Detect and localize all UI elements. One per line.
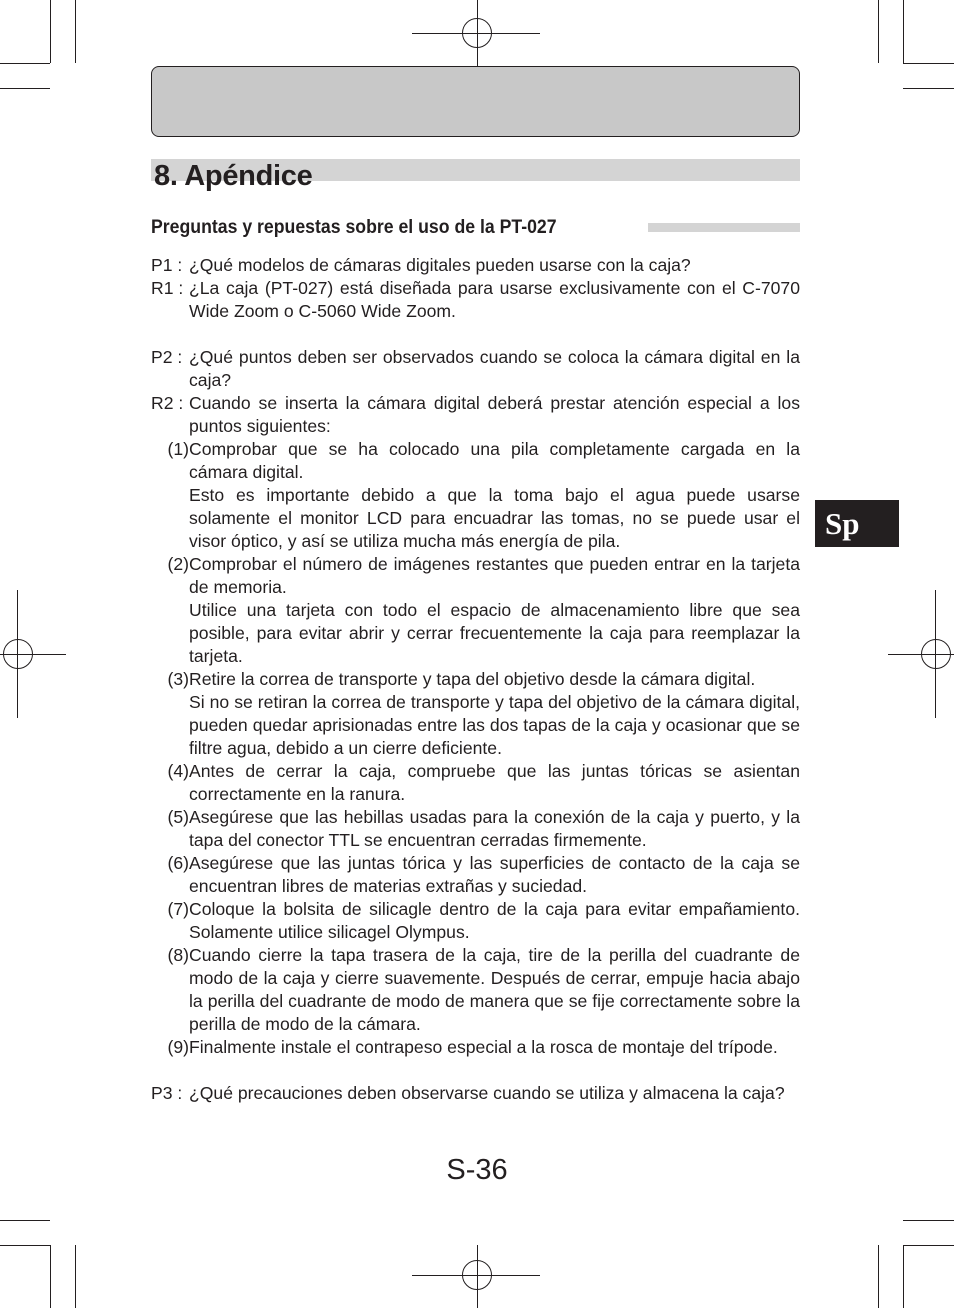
crop-mark	[0, 63, 50, 64]
subheading: Preguntas y repuestas sobre el uso de la PT-027	[151, 217, 557, 238]
item-number: (6)	[167, 853, 189, 873]
registration-target-icon	[3, 639, 33, 669]
crop-mark	[0, 1220, 50, 1221]
question-text: ¿Qué modelos de cámaras digitales pueden usarse con la caja?	[189, 255, 691, 275]
answer-label: R1 :	[151, 278, 184, 298]
crop-mark	[878, 1245, 879, 1308]
question-3	[151, 1082, 800, 1105]
answer-label: R2 :	[151, 393, 184, 413]
crop-mark	[50, 0, 51, 63]
item-text: Comprobar el número de imágenes restantes que pueden entrar en la tarjeta de memoria.	[189, 554, 800, 597]
list-item	[151, 806, 800, 852]
item-note: Esto es importante debido a que la toma bajo el agua puede usarse solamente el monitor LCD para encuadrar las tomas, no se puede usar el visor óptico, y así se utiliza mucha más energía de pila.	[189, 485, 800, 551]
item-note: Si no se retiran la correa de transporte y tapa del objetivo de la cámara digital, pueden quedar aprisionadas entre las dos tapas de la caja y ocasionar que se filtre agua, debido a un cierre deficiente.	[189, 692, 800, 758]
subheading-rule	[648, 223, 800, 232]
list-item	[151, 852, 800, 898]
answer-text: Cuando se inserta la cámara digital deberá prestar atención especial a los puntos siguientes:	[189, 393, 800, 436]
page-number: S-36	[446, 1154, 508, 1186]
crop-mark	[75, 0, 76, 63]
item-number: (5)	[167, 807, 189, 827]
question-label: P2 :	[151, 347, 183, 367]
crop-mark	[903, 1220, 954, 1221]
registration-target-icon	[462, 1260, 492, 1290]
registration-target-icon	[462, 18, 492, 48]
crop-mark	[903, 1245, 904, 1308]
item-text: Finalmente instale el contrapeso especial a la rosca de montaje del trípode.	[189, 1037, 778, 1057]
question-text: ¿Qué puntos deben ser observados cuando se coloca la cámara digital en la caja?	[189, 347, 800, 390]
crop-mark	[878, 0, 879, 63]
crop-mark	[0, 88, 50, 89]
list-item	[151, 668, 800, 760]
item-text: Asegúrese que las hebillas usadas para la conexión de la caja y puerto, y la tapa del conector TTL se encuentran cerradas firmemente.	[189, 807, 800, 850]
item-text: Asegúrese que las juntas tórica y las superficies de contacto de la caja se encuentran libres de materias extrañas y suciedad.	[189, 853, 800, 896]
crop-mark	[50, 1245, 51, 1308]
answer-1	[151, 277, 800, 323]
item-note: Utilice una tarjeta con todo el espacio de almacenamiento libre que sea posible, para evitar abrir y cerrar frecuentemente la caja para reemplazar la tarjeta.	[189, 600, 800, 666]
item-number: (7)	[167, 899, 189, 919]
question-label: P3 :	[151, 1083, 183, 1103]
item-number: (8)	[167, 945, 189, 965]
registration-target-icon	[921, 639, 951, 669]
list-item	[151, 898, 800, 944]
header-banner	[151, 66, 800, 137]
list-item	[151, 1036, 800, 1059]
question-1	[151, 254, 800, 277]
crop-mark	[903, 63, 954, 64]
item-text: Antes de cerrar la caja, compruebe que las juntas tóricas se asientan correctamente en la ranura.	[189, 761, 800, 804]
crop-mark	[75, 1245, 76, 1308]
list-item	[151, 944, 800, 1036]
qa-content	[151, 254, 800, 1105]
list-item	[151, 760, 800, 806]
answer-text: ¿La caja (PT-027) está diseñada para usarse exclusivamente con el C-7070 Wide Zoom o C-5060 Wide Zoom.	[189, 278, 800, 321]
crop-mark	[0, 1245, 50, 1246]
spacer	[151, 1059, 800, 1082]
item-text: Comprobar que se ha colocado una pila completamente cargada en la cámara digital.	[189, 439, 800, 482]
answer-2	[151, 392, 800, 438]
item-text: Retire la correa de transporte y tapa del objetivo desde la cámara digital.	[189, 669, 756, 689]
language-tab: Sp	[815, 500, 899, 547]
list-item	[151, 438, 800, 553]
crop-mark	[903, 88, 954, 89]
item-text: Cuando cierre la tapa trasera de la caja, tire de la perilla del cuadrante de modo de la caja y cierre suavemente. Después de cerrar, empuje hacia abajo la perilla del cuadrante de modo de manera que se fije correctamente sobre la perilla de modo de la cámara.	[189, 945, 800, 1034]
crop-mark	[903, 1245, 954, 1246]
spacer	[151, 323, 800, 346]
item-number: (2)	[167, 554, 189, 574]
question-text: ¿Qué precauciones deben observarse cuando se utiliza y almacena la caja?	[189, 1083, 785, 1103]
list-item	[151, 553, 800, 668]
question-label: P1 :	[151, 255, 183, 275]
crop-mark	[903, 0, 904, 63]
item-number: (3)	[167, 669, 189, 689]
item-number: (4)	[167, 761, 189, 781]
item-number: (1)	[167, 439, 189, 459]
section-title: 8. Apéndice	[154, 160, 313, 192]
item-text: Coloque la bolsita de silicagle dentro de la caja para evitar empañamiento. Solamente utilice silicagel Olympus.	[189, 899, 800, 942]
item-number: (9)	[167, 1037, 189, 1057]
question-2	[151, 346, 800, 392]
